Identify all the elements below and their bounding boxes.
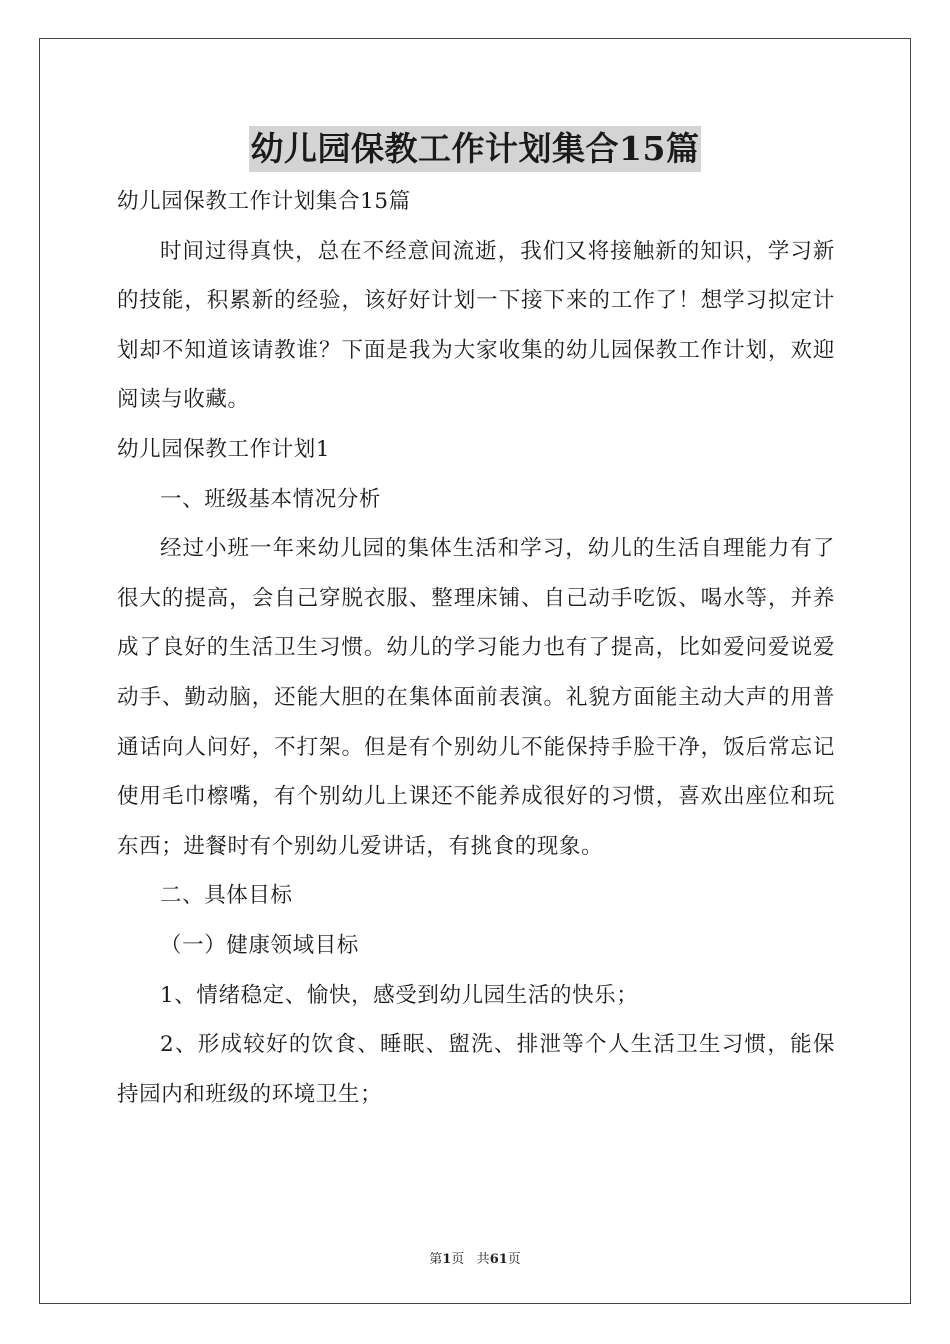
page-footer xyxy=(0,1248,950,1267)
footer-page-suffix: 页 xyxy=(451,1252,465,1267)
footer-total-prefix: 共 xyxy=(476,1252,490,1267)
body-paragraph: 经过小班一年来幼儿园的集体生活和学习，幼儿的生活自理能力有了很大的提高，会自己穿脱衣服、整理床铺、自己动手吃饭、喝水等，并养成了良好的生活卫生习惯。幼儿的学习能力也有了提高，比如爱问爱说爱动手、勤动脑，还能大胆的在集体面前表演。礼貌方面能主动大声的用普通话向人问好，不打架。但是有个别幼儿不能保持手脸干净，饭后常忘记使用毛巾檫嘴，有个别幼儿上课还不能养成很好的习惯，喜欢出座位和玩东西；进餐时有个别幼儿爱讲话，有挑食的现象。 xyxy=(117,536,835,859)
subsection-heading: 二、具体目标 xyxy=(160,883,293,909)
list-item: 2、形成较好的饮食、睡眠、盥洗、排泄等个人生活卫生习惯，能保持园内和班级的环境卫生； xyxy=(117,1032,835,1107)
document-body xyxy=(117,177,835,1119)
footer-page-number: 1 xyxy=(442,1252,452,1267)
domain-heading: （一）健康领域目标 xyxy=(160,932,359,958)
title-area xyxy=(0,126,950,172)
intro-paragraph: 时间过得真快，总在不经意间流逝，我们又将接触新的知识，学习新的技能，积累新的经验，该好好计划一下接下来的工作了！想学习拟定计划却不知道该请教谁？下面是我为大家收集的幼儿园保教工作计划，欢迎阅读与收藏。 xyxy=(117,238,835,413)
footer-page-prefix: 第 xyxy=(429,1252,443,1267)
list-item: 1、情绪稳定、愉快，感受到幼儿园生活的快乐； xyxy=(160,982,639,1008)
document-title: 幼儿园保教工作计划集合15篇 xyxy=(249,126,702,172)
doc-subtitle: 幼儿园保教工作计划集合15篇 xyxy=(117,189,411,214)
footer-total-suffix: 页 xyxy=(507,1252,521,1267)
section-heading: 幼儿园保教工作计划1 xyxy=(117,436,331,462)
footer-total-pages: 61 xyxy=(489,1252,508,1267)
subsection-heading: 一、班级基本情况分析 xyxy=(160,486,382,512)
